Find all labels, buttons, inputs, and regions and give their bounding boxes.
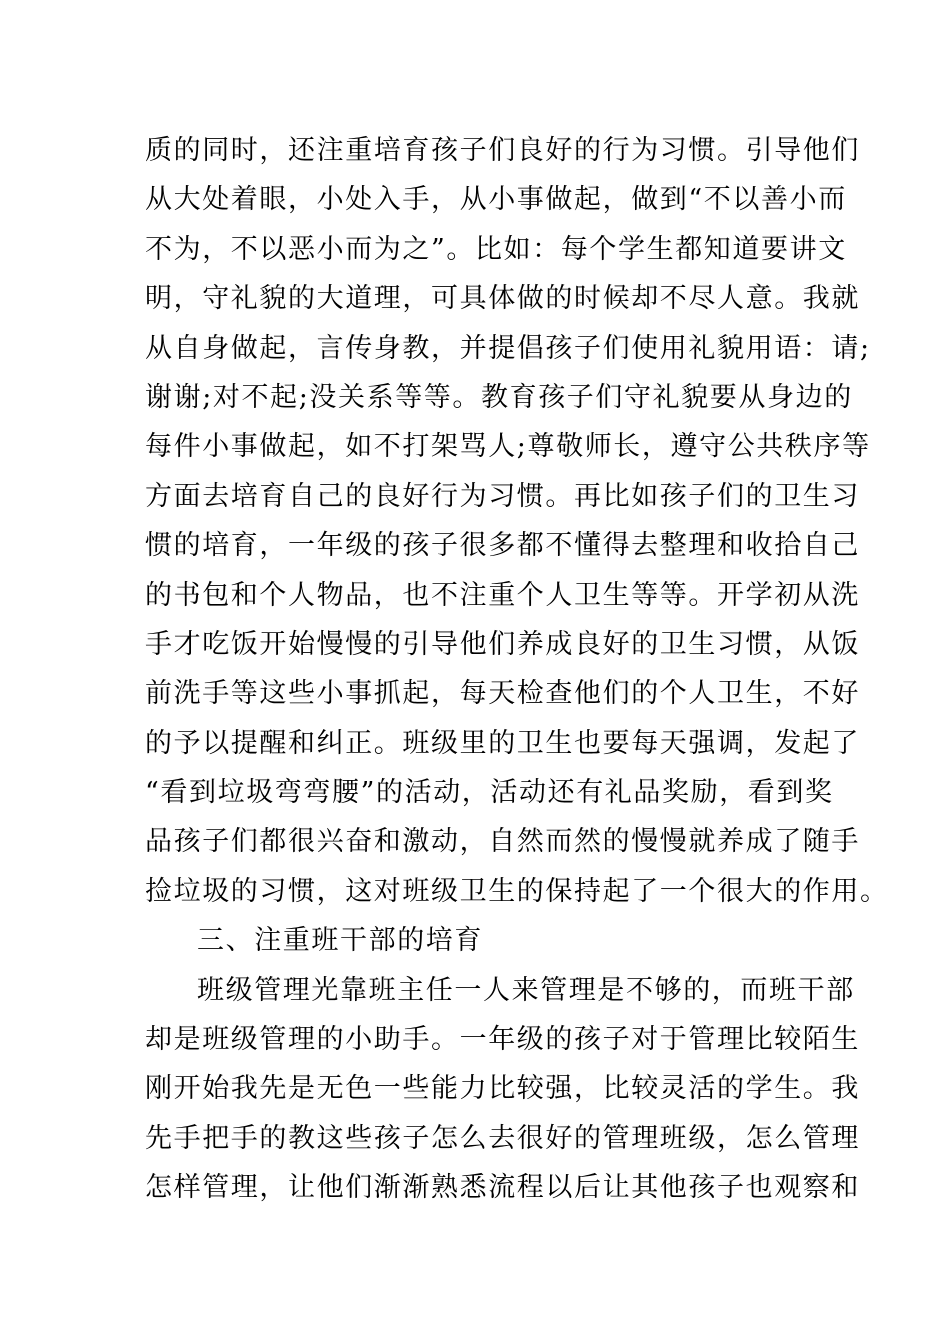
text-line: 手才吃饭开始慢慢的引导他们养成良好的卫生习惯，从饭 [145, 628, 860, 660]
body-text [145, 126, 889, 1213]
section-heading: 三、注重班干部的培育 [197, 925, 483, 957]
text-line: 每件小事做起，如不打架骂人;尊敬师长，遵守公共秩序等 [145, 431, 871, 463]
text-line: “看到垃圾弯弯腰”的活动，活动还有礼品奖励，看到奖 [145, 777, 834, 809]
text-line: 从自身做起，言传身教，并提倡孩子们使用礼貌用语：请; [145, 332, 871, 364]
text-line: 方面去培育自己的良好行为习惯。再比如孩子们的卫生习 [145, 480, 860, 512]
text-line: 怎样管理，让他们渐渐熟悉流程以后让其他孩子也观察和 [145, 1172, 860, 1204]
text-line: 前洗手等这些小事抓起，每天检查他们的个人卫生，不好 [145, 678, 860, 710]
text-line: 品孩子们都很兴奋和激动，自然而然的慢慢就养成了随手 [145, 826, 860, 858]
text-line: 明，守礼貌的大道理，可具体做的时候却不尽人意。我就 [145, 283, 860, 315]
text-line: 的予以提醒和纠正。班级里的卫生也要每天强调，发起了 [145, 727, 860, 759]
text-line: 捡垃圾的习惯，这对班级卫生的保持起了一个很大的作用。 [145, 875, 889, 907]
text-line: 的书包和个人物品，也不注重个人卫生等等。开学初从洗 [145, 579, 860, 611]
text-line: 却是班级管理的小助手。一年级的孩子对于管理比较陌生 [145, 1024, 860, 1056]
text-line: 惯的培育，一年级的孩子很多都不懂得去整理和收拾自己 [145, 530, 860, 562]
text-line: 不为，不以恶小而为之”。比如：每个学生都知道要讲文 [145, 233, 847, 265]
text-line: 谢谢;对不起;没关系等等。教育孩子们守礼貌要从身边的 [145, 381, 853, 413]
text-line: 从大处着眼，小处入手，从小事做起，做到“不以善小而 [145, 184, 847, 216]
text-line: 刚开始我先是无色一些能力比较强，比较灵活的学生。我 [145, 1073, 860, 1105]
text-line: 班级管理光靠班主任一人来管理是不够的，而班干部 [197, 974, 855, 1006]
text-line: 先手把手的教这些孩子怎么去很好的管理班级，怎么管理 [145, 1122, 860, 1154]
text-line: 质的同时，还注重培育孩子们良好的行为习惯。引导他们 [145, 135, 860, 166]
